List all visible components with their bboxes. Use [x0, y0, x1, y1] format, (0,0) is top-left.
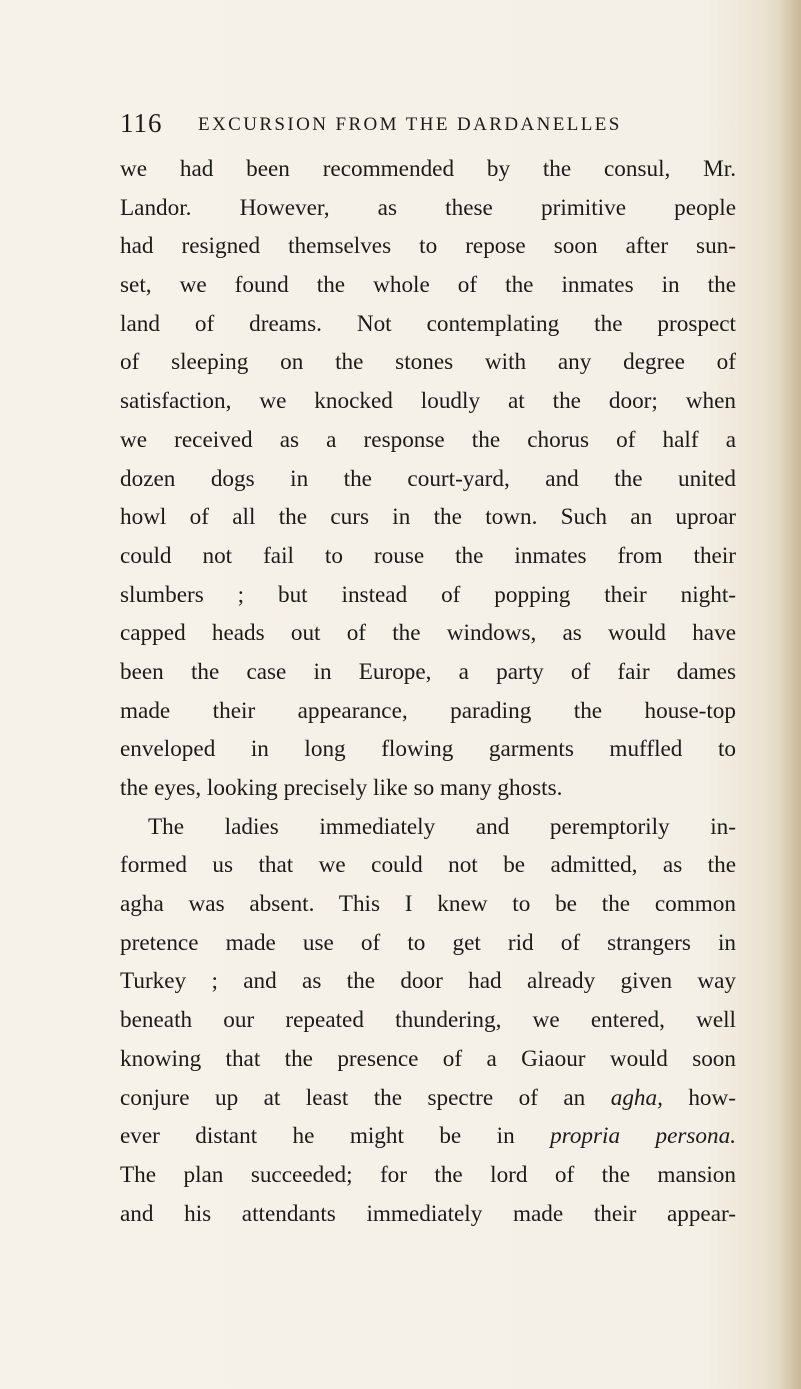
- text-line: The ladies immediately and peremptorily in-: [148, 813, 736, 840]
- text-line: we received as a response the chorus of half a: [120, 426, 736, 453]
- text-line: and his attendants immediately made their appear-: [120, 1200, 736, 1227]
- text-segment: how-: [662, 1084, 736, 1111]
- text-line: [120, 1079, 736, 1118]
- page-header: [120, 108, 720, 148]
- text-line: could not fail to rouse the inmates from their: [120, 542, 736, 569]
- text-line: formed us that we could not be admitted, as the: [120, 852, 736, 879]
- text-line: set, we found the whole of the inmates in the: [120, 272, 736, 299]
- text-line: pretence made use of to get rid of strangers in: [120, 929, 736, 956]
- page-edge-shadow: [779, 0, 801, 1389]
- text-segment: ever distant he might be in: [120, 1123, 515, 1150]
- italic-term: agha,: [610, 1084, 663, 1111]
- text-line: knowing that the presence of a Giaour would soon: [120, 1045, 736, 1072]
- text-line: of sleeping on the stones with any degree of: [120, 349, 736, 376]
- text-line: capped heads out of the windows, as would have: [120, 620, 736, 647]
- text-line: the eyes, looking precisely like so many ghosts.: [120, 775, 563, 801]
- text-line: enveloped in long flowing garments muffled to: [120, 736, 736, 763]
- text-line: been the case in Europe, a party of fair dames: [120, 658, 736, 685]
- italic-term: propria persona.: [550, 1123, 736, 1150]
- text-line: had resigned themselves to repose soon after sun-: [120, 233, 736, 260]
- text-line: beneath our repeated thundering, we entered, well: [120, 1007, 736, 1034]
- body-text: [120, 150, 736, 1233]
- page-number: 116: [120, 108, 163, 138]
- running-head: EXCURSION FROM THE DARDANELLES: [198, 114, 622, 135]
- text-line: The plan succeeded; for the lord of the mansion: [120, 1161, 736, 1188]
- text-segment: conjure up at least the spectre of an: [120, 1084, 586, 1111]
- text-line: Landor. However, as these primitive people: [120, 194, 736, 221]
- text-line: land of dreams. Not contemplating the prospect: [120, 310, 736, 337]
- text-line: Turkey ; and as the door had already given way: [120, 968, 736, 995]
- text-line: slumbers ; but instead of popping their night-: [120, 581, 736, 608]
- text-line: made their appearance, parading the house-top: [120, 697, 736, 724]
- text-line: [120, 1117, 736, 1156]
- text-line: howl of all the curs in the town. Such an uproar: [120, 504, 736, 531]
- text-line: we had been recommended by the consul, Mr.: [120, 156, 736, 182]
- text-line: satisfaction, we knocked loudly at the door; when: [120, 388, 736, 415]
- text-line: dozen dogs in the court-yard, and the united: [120, 465, 736, 492]
- text-line: agha was absent. This I knew to be the common: [120, 891, 736, 918]
